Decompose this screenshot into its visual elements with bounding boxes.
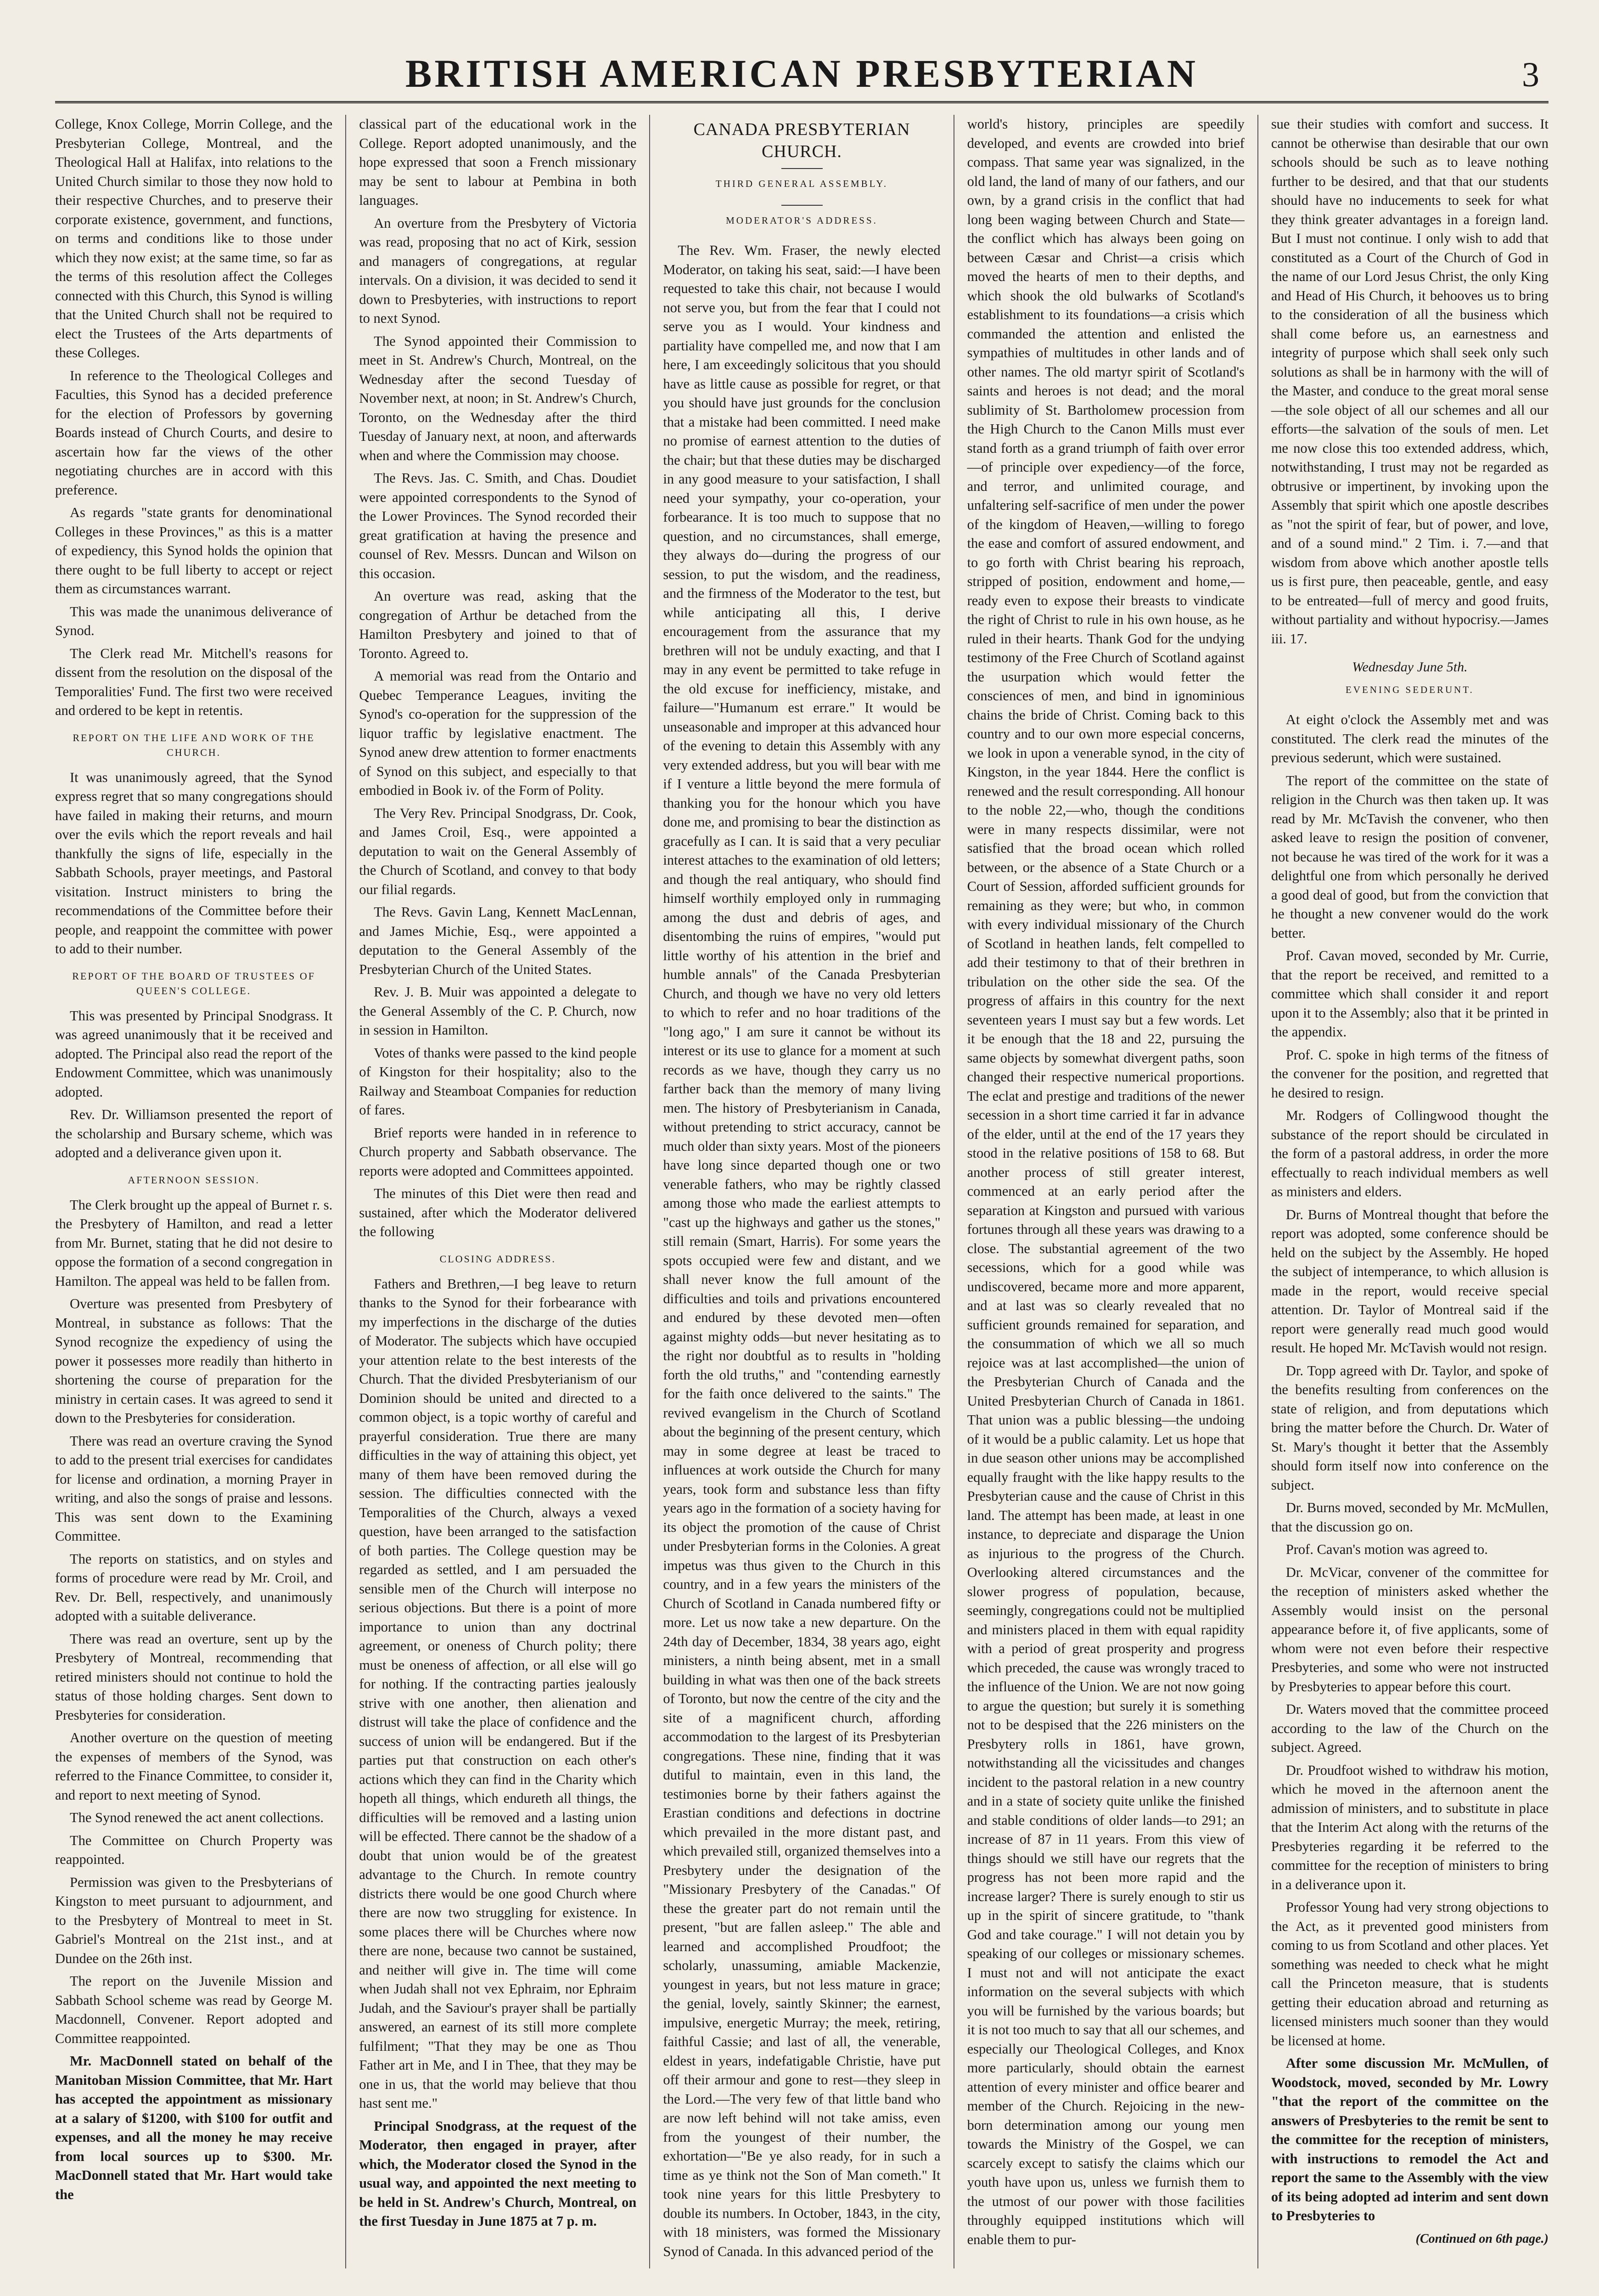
paragraph: An overture was read, asking that the congregation of Arthur be detached from the Hamilton Presbytery and joined to that of Toronto. Agreed to. — [359, 588, 637, 661]
paragraph: Rev. Dr. Williamson presented the report of the scholarship and Bursary scheme, which was adopted and a deliverance given upon it. — [55, 1107, 333, 1160]
paragraph: Principal Snodgrass, at the request of the Moderator, then engaged in prayer, after which, the Moderator closed the Synod in the usual way, and appointed the next meeting to be held in St. Andrew's Church, Montreal, on the first Tuesday in June 1875 at 7 p. m. — [359, 2118, 637, 2229]
paragraph: Prof. C. spoke in high terms of the fitness of the convener for the position, and regretted that he desired to resign. — [1271, 1047, 1549, 1101]
paragraph: Prof. Cavan's motion was agreed to. — [1285, 1542, 1488, 1557]
paragraph: College, Knox College, Morrin College, and the Presbyterian College, Montreal, and the Theological Hall at Halifax, into relations to the United Church similar to those they now hold to their respective Churches, and to preserve their corporate existence, government, and functions, on terms and conditions like to those under which they now exist; at the same time, so far as the terms of this resolution affect the Colleges connected with this Church, this Synod is willing that the United Church shall not be required to elect the Trustees of the Arts departments of these Colleges. — [55, 116, 333, 360]
paragraph: There was read an overture craving the Synod to add to the present trial exercises for candidates for license and ordination, a morning Prayer in writing, and also the songs of praise and lessons. This was sent down to the Examining Committee. — [55, 1433, 333, 1544]
section-heading: AFTERNOON SESSION. — [128, 1174, 260, 1186]
article-heading: CANADA PRESBYTERIAN CHURCH. — [693, 120, 910, 161]
paragraph: Mr. MacDonnell stated on behalf of the Manitoban Mission Committee, that Mr. Hart has accepted the appointment as missionary at a salary of $1200, with $100 for outfit and expenses, and all the money he may receive from local sources up to $300. Mr. MacDonnell stated that Mr. Hart would take the — [55, 2053, 333, 2202]
section-heading: REPORT OF THE BOARD OF TRUSTEES OF QUEEN'S COLLEGE. — [72, 970, 315, 996]
paragraph: Rev. J. B. Muir was appointed a delegate to the General Assembly of the C. P. Church, now in session in Hamilton. — [359, 984, 637, 1038]
paragraph: The Synod renewed the act anent collections. — [70, 1810, 324, 1825]
page-number: 3 — [1522, 56, 1539, 94]
newspaper-title: BRITISH AMERICAN PRESBYTERIAN — [405, 51, 1199, 96]
paragraph: In reference to the Theological Colleges and Faculties, this Synod has a decided preference for the election of Professors by governing Boards instead of Church Courts, and desire to ascertain how far the views of the other negotiating churches are in accord with this preference. — [55, 367, 333, 498]
paragraph: Dr. Burns moved, seconded by Mr. McMullen, that the discussion go on. — [1271, 1500, 1549, 1535]
paragraph: The Very Rev. Principal Snodgrass, Dr. Cook, and James Croil, Esq., were appointed a deputation to wait on the General Assembly of the Church of Scotland, and convey to that body our filial regards. — [359, 805, 637, 897]
sub-heading: MODERATOR'S ADDRESS. — [726, 214, 878, 226]
paragraph: After some discussion Mr. McMullen, of Woodstock, moved, seconded by Mr. Lowry "that the report of the committee on the answers of Presbyteries to the remit be sent to the committee for the reception of ministers, with instructions to remodel the Act and report the same to the Assembly with the view of its being adopted ad interim and sent down to Presbyteries to — [1271, 2055, 1549, 2223]
paragraph: Dr. Burns of Montreal thought that before the report was adopted, some conference should be held on the subject by the Assembly. He hoped the subject of intemperance, to which allusion is made in the report, would receive special attention. Dr. Taylor of Montreal said if the report were generally read much good would result. He hoped Mr. McTavish would not resign. — [1271, 1206, 1549, 1356]
divider — [781, 168, 823, 169]
paragraph: An overture from the Presbytery of Victoria was read, proposing that no act of Kirk, session and managers of congregations, at regular intervals. On a division, it was decided to send it down to Presbyteries, with instructions to report to next Synod. — [359, 215, 637, 326]
paragraph: Overture was presented from Presbytery of Montreal, in substance as follows: That the Synod recognize the expediency of using the power it possesses more readily than hitherto in shortening the course of preparation for the ministry in certain cases. It was agreed to send it down to the Presbyteries for consideration. — [55, 1296, 333, 1426]
paragraph: Brief reports were handed in in reference to Church property and Sabbath observance. The reports were adopted and Committees appointed. — [359, 1125, 637, 1179]
paragraph: Another overture on the question of meeting the expenses of members of the Synod, was referred to the Finance Committee, to consider it, and report to next meeting of Synod. — [55, 1730, 333, 1803]
column-2 — [345, 115, 649, 2268]
masthead — [55, 41, 1549, 103]
paragraph: A memorial was read from the Ontario and Quebec Temperance Leagues, inviting the Synod's co-operation for the suppression of the liquor traffic by legislative enactment. The Synod anew drew attention to former enactments of Synod on this subject, and especially to that embodied in Book iv. of the Form of Polity. — [359, 668, 637, 798]
sub-heading: THIRD GENERAL ASSEMBLY. — [715, 178, 888, 189]
paragraph: Mr. Rodgers of Collingwood thought the substance of the report should be circulated in the form of a pastoral address, in order the more effectually to reach individual members as well as ministers and elders. — [1271, 1108, 1549, 1199]
paragraph: The Clerk brought up the appeal of Burnet r. s. the Presbytery of Hamilton, and read a letter from Mr. Burnet, stating that he did not desire to oppose the formation of a second congregation in Hamilton. The appeal was held to be fallen from. — [55, 1197, 333, 1289]
paragraph: Fathers and Brethren,—I beg leave to return thanks to the Synod for their forbearance with my imperfections in the discharge of the duties of Moderator. The subjects which have occupied your attention relate to the best interests of the Church. That the divided Presbyterianism of our Dominion should be united and directed to a common object, is a topic worthy of careful and prayerful consideration. True there are many difficulties in the way of attaining this object, yet many of them have been removed during the session. The difficulties connected with the Temporalities of the Church, always a vexed question, have been arranged to the satisfaction of both parties. The College question may be regarded as settled, and I am persuaded the sensible men of the Church will interpose no serious objections. But there is a point of more importance to union than any doctrinal agreement, or oneness of Church polity; there must be oneness of affection, or all else will go for nothing. If the contracting parties jealously strive with one another, then alienation and distrust will take the place of confidence and the success of union will be endangered. But if the parties put that construction on each other's actions which they can find in the Charity which hopeth all things, which endureth all things, the difficulties will be removed and a lasting union will be effected. There cannot be the shadow of a doubt that union would be of the greatest advantage to the Church. In remote country districts there would be one good Church where there are now two struggling for existence. In some places there will be Churches where now there are none, because two cannot be sustained, and neither will give in. The time will come when Judah shall not vex Ephraim, nor Ephraim Judah, and the Saviour's prayer shall be partially answered, an earnest of its still more complete fulfilment; "That they may be one as Thou Father art in Me, and I in Thee, that they may be one in us, that the world may believe that thou hast sent me." — [359, 1276, 637, 2111]
paragraph: The Clerk read Mr. Mitchell's reasons for dissent from the resolution on the disposal of the Temporalities' Fund. The first two were received and ordered to be kept in retentis. — [55, 645, 333, 718]
paragraph: Dr. Waters moved that the committee proceed according to the law of the Church on the subject. Agreed. — [1271, 1701, 1549, 1755]
paragraph: This was presented by Principal Snodgrass. It was agreed unanimously that it be received and adopted. The Principal also read the report of the Endowment Committee, which was unanimously adopted. — [55, 1007, 333, 1100]
paragraph: Dr. McVicar, convener of the committee for the reception of ministers asked whether the Assembly would insist on the personal appearance before it, of five applicants, some of whom were not even before their respective Presbyteries, and some who were not instructed by Presbyteries to appear before this court. — [1271, 1564, 1549, 1694]
paragraph: The report on the Juvenile Mission and Sabbath School scheme was read by George M. Macdonnell, Convener. Report adopted and Committee reappointed. — [55, 1973, 333, 2046]
paragraph: It was unanimously agreed, that the Synod express regret that so many congregations should have failed in making their returns, and mourn over the evils which the report reveals and hail thankfully the signs of life, especially in the Sabbath Schools, prayer meetings, and Pastoral visitation. Instruct ministers to bring the recommendations of the Committee before their people, and reappoint the committee with power to add to their number. — [55, 769, 333, 957]
paragraph: The Revs. Gavin Lang, Kennett MacLennan, and James Michie, Esq., were appointed a deputation to the General Assembly of the Presbyterian Church of the United States. — [359, 904, 637, 977]
continued-note: (Continued on 6th page.) — [1415, 2231, 1549, 2246]
section-heading: REPORT ON THE LIFE AND WORK OF THE CHURCH. — [73, 732, 315, 758]
divider — [781, 205, 823, 206]
paragraph: As regards "state grants for denominational Colleges in these Provinces," as this is a matter of expediency, this Synod holds the opinion that there ought to be full liberty to accept or reject them as circumstances warrant. — [55, 505, 333, 597]
column-3 — [649, 115, 953, 2268]
paragraph: The Rev. Wm. Fraser, the newly elected Moderator, on taking his seat, said:—I have been requested to take this chair, not because I would not serve you, but from the fear that I could not serve you as I would. Your kindness and partiality have compelled me, and now that I am here, I am exceedingly solicitous that you should have as little cause as possible for regret, or that you should have just grounds for the conclusion that a mistake had been committed. I need make no promise of earnest attention to the duties of the chair; but that these duties may be discharged in any good measure to your satisfaction, I shall need your sympathy, your co-operation, your forbearance. It is too much to suppose that no question, and no circumstances, shall emerge, they always do—during the progress of our session, to put the wisdom, and the readiness, and the firmness of the Moderator to the test, but while anticipating all this, I derive encouragement from the assurance that my brethren will not be unduly exacting, and that I may in any event be permitted to take refuge in the old excuse for inefficiency, mistake, and failure—"Humanum est errare." It would be unseasonable and improper at this advanced hour of the evening to detain this Assembly with any very extended address, but you will bear with me if I venture a little beyond the mere formula of thanking you for the honour which you have done me, and promising to bear the distinction as gracefully as I can. It is said that a very peculiar interest attaches to the examination of old letters; and though the real antiquary, who should find himself worthily employed only in rummaging among the dust and debris of ages, and disentombing the ruins of empires, "would put little worthy of his attention in the brief and humble annals" of the Canada Presbyterian Church, and though we have no very old letters to which to refer and no hoar traditions of the "long ago," I am sure it cannot be without its interest or its use to glance for a moment at such records as we have, though they carry us no farther back than the memory of many living men. The history of Presbyterianism in Canada, without pretending to strict accuracy, cannot be much older than sixty years. Most of the pioneers have long since departed though one or two venerable fathers, who may be rightly classed among those who made the earliest attempts to "cast up the highways and gather us the stones," still remain (Smart, Harris). For some years the spots occupied were few and distant, and we shall never know the full amount of the difficulties and toils and privations encountered and endured by these devoted men—often against mighty odds—but never hesitating as to the right nor doubtful as to results in "holding forth the old truths," and "contending earnestly for the faith once delivered to the saints." The revived evangelism in the Church of Scotland about the beginning of the present century, which may in some degree at least be traced to influences at work outside the Church for many years, took form and substance less than fifty years ago in the formation of a society having for its object the promotion of the cause of Christ under Presbyterian forms in the Colonies. A great impetus was thus given to the Church in this country, and in a few years the ministers of the Church of Scotland in Canada numbered fifty or more. Let us now take a new departure. On the 24th day of December, 1834, 38 years ago, eight ministers, a ninth being absent, met in a small building in what was then one of the back streets of Toronto, but now the centre of the city and the site of a magnificent church, affording accommodation to the largest of its Presbyterian congregations. These nine, finding that it was dutiful to maintain, even in this land, the testimonies borne by their fathers against the Erastian conditions and defections in doctrine which prevailed in the more distant past, and which prevailed still, organized themselves into a Presbytery under the designation of the "Missionary Presbytery of the Canadas." Of these the greater part do not remain until the present, "but are fallen asleep." The able and learned and accomplished Proudfoot; the scholarly, unassuming, amiable Mackenzie, youngest in years, but not less mature in grace; the genial, lovely, saintly Skinner; the earnest, impulsive, energetic Murray; the meek, retiring, faithful Cassie; and last of all, the venerable, eldest in years, indefatigable Christie, have put off their armour and gone to rest—they sleep in the Lord.—The very few of that little band who are now left behind will not take amiss, even from the youngest of their number, the exhortation—"Be ye also ready, for in such a time as ye think not the Son of Man cometh." It took nine years for this little Presbytery to double its numbers. In October, 1843, in the city, with 18 ministers, was formed the Missionary Synod of Canada. In this advanced period of the — [663, 242, 941, 2259]
paragraph: Dr. Topp agreed with Dr. Taylor, and spoke of the benefits resulting from conferences on the state of religion, and from deputations which bring the matter before the Church. Dr. Water of St. Mary's thought it better that the Assembly should form itself now into conference on the subject. — [1271, 1362, 1549, 1493]
column-4 — [954, 115, 1257, 2268]
article-columns — [55, 115, 1549, 2268]
section-heading: CLOSING ADDRESS. — [439, 1253, 556, 1265]
paragraph: The Synod appointed their Commission to meet in St. Andrew's Church, Montreal, on the Wednesday after the second Tuesday of November next, at noon; in St. Andrew's Church, Toronto, on the Wednesday after the third Tuesday of January next, at noon, and afterwards when and where the Commission may choose. — [359, 333, 637, 463]
paragraph: Professor Young had very strong objections to the Act, as it prevented good ministers from coming to us from Scotland and other places. Yet something was needed to check what he might call the Princeton measure, that is students getting their education abroad and returning as licensed ministers much sooner than they would be licensed at home. — [1271, 1899, 1549, 2048]
paragraph: Votes of thanks were passed to the kind people of Kingston for their hospitality; also to the Railway and Steamboat Companies for reduction of fares. — [359, 1045, 637, 1118]
paragraph: The reports on statistics, and on styles and forms of procedure were read by Mr. Croil, and Rev. Dr. Bell, respectively, and unanimously adopted with a suitable deliverance. — [55, 1551, 333, 1624]
paragraph: world's history, principles are speedily developed, and events are crowded into brief compass. That same year was signalized, in the old land, the land of many of our fathers, and our own, by a grand crisis in the conflict that had long been waging between Church and State—the conflict which has always been going on between Cæsar and Christ—a crisis which moved the hearts of men to their depths, and which shook the old bulwarks of Scotland's establishment to its foundations—a crisis which commanded the attention and enlisted the sympathies of multitudes in other lands and of other names. The old martyr spirit of Scotland's saints and heroes is not dead; and the moral sublimity of St. Bartholomew procession from the High Church to the Canon Mills must ever stand forth as a grand triumph of faith over error—of principle over expediency—of the force, and terror, and unlimited courage, and unfaltering self-sacrifice of men under the power of the kingdom of Heaven,—willing to forego the ease and comfort of assured endowment, and to go forth with Christ bearing his reproach, stripped of position, endowment and home,—ready even to expose their breasts to vindicate the right of Christ to rule in his own house, as he ruled in their hearts. Thank God for the undying testimony of the Free Church of Scotland against the usurpation which would fetter the consciences of men, and bind in ignominious chains the bride of Christ. Coming back to this country and to our own more especial concerns, we look in upon a venerable synod, in the city of Kingston, in the year 1844. Here the conflict is renewed and the result corresponding. All honour to the noble 22,—who, though the conditions were in many respects dissimilar, were not satisfied that the broad ocean which rolled between, or the absence of a State Church or a Court of Session, afforded sufficient grounds for remaining as they were; but who, in common with every individual missionary of the Church of Scotland in heathen lands, felt compelled to add their testimony to that of their brethren in tribulation on the other side the sea. Of the progress of affairs in this country for the next seventeen years I must say but a few words. Let it be enough that the 18 and 22, pursuing the same objects by somewhat divergent paths, soon changed their respective numerical proportions. The eclat and prestige and traditions of the newer secession in a short time carried it far in advance of the elder, until at the end of the 17 years they stood in the relative positions of 158 to 68. But another process of still greater interest, commenced at an early period after the separation at Kingston and pursued with various fortunes through all these years was drawing to a close. The substantial agreement of the two secessions, which for a good while was undiscovered, became more and more apparent, and at last was so clearly revealed that no sufficient grounds remained for separation, and the consummation of which we all so much rejoice was at last accomplished—the union of the Presbyterian Church of Canada and the United Presbyterian Church of Canada in 1861. That union was a public blessing—the undoing of it would be a public calamity. Let us hope that in due season other unions may be accomplished equally fraught with the like happy results to the Presbyterian cause and the cause of Christ in this land. The attempt has been made, at least in one instance, to depreciate and disparage the Union as injurious to the progress of the Church. Overlooking altered circumstances and the slower progress of population, because, seemingly, congregations could not be multiplied and ministers placed in them with equal rapidity with a period of great prosperity and progress which preceded, the cause was wrongly traced to the influence of the Union. We are not now going to argue the question; but surely it is something not to be despised that the 226 ministers on the Presbytery rolls in 1861, have grown, notwithstanding all the vicissitudes and changes incident to the pastoral relation in a new country and in a state of society quite unlike the finished and stable conditions of older lands—to 291; an increase of 87 in 11 years. From this view of things should we still have our regrets that the progress has not been more rapid and the increase larger? There is surely enough to stir us up in the spirit of sincere gratitude, to "thank God and take courage." I will not detain you by speaking of our colleges or missionary schemes. I must not and will not anticipate the exact information on the several subjects with which you will be furnished by the various boards; but it is not too much to say that all our schemes, and especially our Theological Colleges, and Knox more particularly, should obtain the earnest attention of every minister and office bearer and member of the Church. Rejoicing in the new-born determination among our young men towards the Ministry of the Gospel, we can scarcely except to satisfy the claims which our youth have upon us, unless we furnish them to the utmost of our power with those facilities throughly equipped institutions which will enable them to pur- — [967, 116, 1245, 2247]
paragraph: There was read an overture, sent up by the Presbytery of Montreal, recommending that retired ministers should not continue to hold the status of those holding charges. Sent down to Presbyteries for consideration. — [55, 1631, 333, 1723]
paragraph: sue their studies with comfort and success. It cannot be otherwise than desirable that our own schools should be such as to leave nothing further to be desired, and that that our students should have no inducements to seek for what they think greater advantages in a foreign land. But I must not continue. I only wish to add that constituted as a Court of the Church of God in the name of our Lord Jesus Christ, the only King and Head of His Church, it behooves us to bring to the consideration of all the business which shall come before us, an earnestness and integrity of purpose which shall seek only such solutions as shall be in harmony with the will of the Master, and conduce to the great moral sense—the sole object of all our schemes and all our efforts—the salvation of the souls of men. Let me now close this too extended address, which, notwithstanding, I trust may not be regarded as obtrusive or impertinent, by invoking upon the Assembly that spirit which one apostle describes as "not the spirit of fear, but of power, and love, and of a sound mind." 2 Tim. i. 7.—and that wisdom from above which another apostle tells us is first pure, then peaceable, gentle, and easy to be entreated—full of mercy and good fruits, without partiality and without hypocrisy.—James iii. 17. — [1271, 116, 1549, 647]
paragraph: The minutes of this Diet were then read and sustained, after which the Moderator delivered the following — [359, 1186, 637, 1239]
sub-heading: EVENING SEDERUNT. — [1345, 684, 1474, 695]
paragraph: The report of the committee on the state of religion in the Church was then taken up. It was read by Mr. McTavish the convener, who then asked leave to resign the position of convener, not because he was tired of the work for it was a delightful one from which personally he derived a good deal of good, but from the conviction that he thought a new convener would do the work better. — [1271, 772, 1549, 941]
paragraph: This was made the unanimous deliverance of Synod. — [55, 603, 333, 638]
paragraph: At eight o'clock the Assembly met and was constituted. The clerk read the minutes of the previous sederunt, which were sustained. — [1271, 712, 1549, 765]
day-heading: Wednesday June 5th. — [1352, 659, 1468, 675]
paragraph: Prof. Cavan moved, seconded by Mr. Currie, that the report be received, and remitted to a committee which shall consider it and report upon it to the Assembly; also that it be printed in the appendix. — [1271, 948, 1549, 1040]
column-5 — [1257, 115, 1549, 2268]
column-1 — [55, 115, 345, 2268]
paragraph: The Revs. Jas. C. Smith, and Chas. Doudiet were appointed correspondents to the Synod of the Lower Provinces. The Synod recorded their great gratification at having the presence and counsel of Rev. Messrs. Duncan and Wilson on this occasion. — [359, 470, 637, 581]
paragraph: Permission was given to the Presbyterians of Kingston to meet pursuant to adjournment, and to the Presbytery of Montreal to meet in St. Gabriel's Montreal on the 21st inst., and at Dundee on the 26th inst. — [55, 1874, 333, 1966]
paragraph: classical part of the educational work in the College. Report adopted unanimously, and the hope expressed that soon a French missionary may be sent to labour at Pembina in both languages. — [359, 116, 637, 208]
paragraph: Dr. Proudfoot wished to withdraw his motion, which he moved in the afternoon anent the admission of ministers, and to substitute in place that the Interim Act along with the returns of the Presbyteries regarding it be referred to the committee for the reception of ministers to bring in a deliverance upon it. — [1271, 1762, 1549, 1892]
paragraph: The Committee on Church Property was reappointed. — [55, 1832, 333, 1867]
